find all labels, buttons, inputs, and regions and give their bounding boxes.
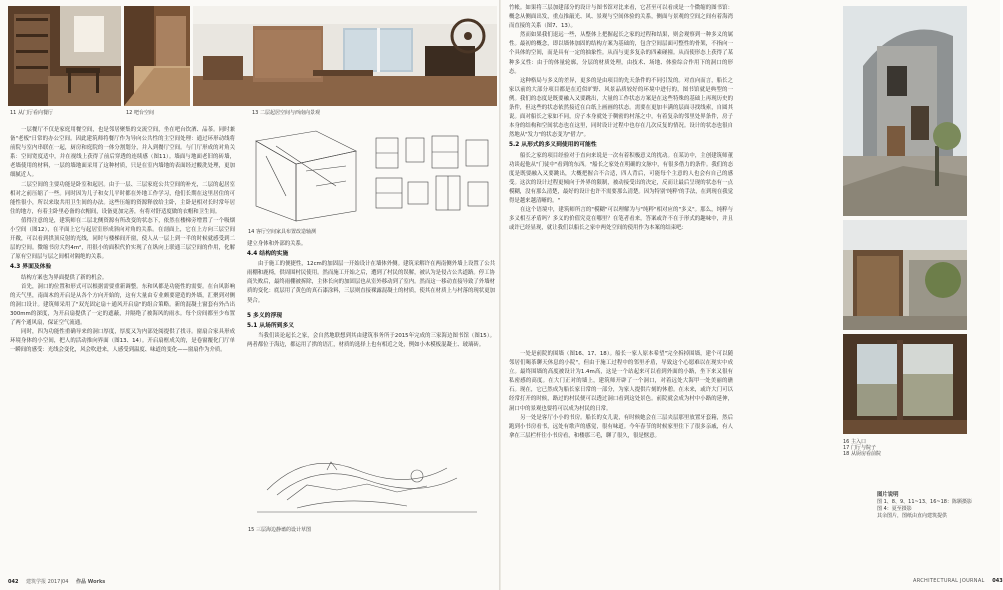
caption-16: 16 主入口 [843,439,866,445]
journal-name: ARCHITECTURAL JOURNAL [913,578,985,584]
photo-dining-room [8,6,121,106]
caption-12: 12 吧台空间 [126,110,154,116]
credits-line: 图 1、8、9、11~13、16~18：陈颢摄影 [877,499,972,505]
journal-name: 建筑学报 2017|04 [26,579,69,585]
caption-17: 17 门厅与院子 [843,445,876,451]
image-credits [877,492,997,520]
left-page [0,0,499,590]
credits-line: 其余图片，图纸由直向建筑提供 [877,513,948,519]
text-column-1 [10,126,235,576]
paragraph: 在这个语境中，建筑师所言的"模糊"可以理解为与"纯粹"相对应的"多义"。那么，纯粹与多义相互矛盾吗？多义的价值究竟在哪里？在笔者看来，答案或许不在于形式的趣味中，并且或许已经显现，就让我们以船长之家中两处空间的使用作为本案的结束吧： [509,207,733,232]
paragraph: 竹帐。如果将三层加建部分的设计与图书馆对比来看，它甚至可以看成是一个微缩的图书馆：概念从侧面出发，重点推敲光、风、景观与空间体验的关系，侧面与景观的空间之间有着海湾而直接的关系（图7、13）。 [509,5,733,30]
paragraph: 一处是前院的围墙（图16、17、18）。船长一家人原本希望"完全拆掉围墙，建个可以随邻居们喝茶聊天休息的小院"，但由于施工过程中的邻里矛盾，导致这个心愿难以在现实中成立。最终围墙的高度被设计为1.4m高，这是一个站起来可以看到外面的小路，坐下来又很有私密感的高度。在大门正对的墙上，建筑师开辟了一个洞口，对着远处大海甲一处美丽的礁石。现在，它已然成为船长家日常的一部分，为家人提供片刻的休憩。在未来，或许大门可以经常打开的时候，路过的村民便可以透过洞口看到这处景色。前院就会成为村中小路的延伸，洞口中的景观也要将可以成为村民的日常。 [509,351,733,412]
photo-entrance-yard [843,220,967,330]
subsection-heading: 5.1 从场所到多义 [247,322,295,329]
caption-18: 18 从厨房看前院 [843,451,881,457]
photo-main-entrance [843,6,967,216]
text-column-3 [509,4,733,334]
design-sketch [247,440,495,520]
paragraph: 当我们谈论起长之家，会自然地联想到其由建筑事务所于2015年完成的三家海边图书馆（图15）。两者都位于海边，都运用了拱的语汇，材质的选择上也有相近之处，例如小木模板混凝土、玻璃砖。 [247,332,495,348]
text-column-2 [247,240,495,435]
paragraph: 结构方案也为界面提供了新的机会。 [21,274,108,281]
paragraph: 然而如果我们退远一些，从整体上把握起长之家的过程和结果，则会观察到一种多义的属性。最初的概念，即以墙体加固的结构方案为基础的，包含空间层面可整性的骨架，不指向一个具体的空间，而是具有一定的抽象性。从而与更多复杂的四素碰撞。从而使形态上获得了某种多义性：由于的体量轮廓，分层的材质处理，由技术、场地、体验综合作用下的洞口的形态。 [509,32,733,75]
caption-13: 13 二层起居空间与西南向景观 [252,110,320,116]
paragraph: 一层餐厅不仅是家庭用餐空间，也是邻居聚集的交流空间，坐在吧台饮酒、品茶。同时兼备"老板"日常的办公空间。因此建筑师将餐厅作为导向公共性的主空间处理：通过环形动线将前院与室内串联在一起，厨房和庭院的一体分割划分，并入到餐厅空间。与门厅形成的对角关系：空间宽度适中，并在视线上获得了前后穿透的连续感（图11）。墙面与地面老旧的砖墙，老墙使用的材料，一层的墙地面采用了这种材质，只是在室内墙地的表面经过酸洗处理，更加细腻近人。 [10,127,235,179]
text-column-4 [509,350,733,525]
paragraph: 船长之家的项目经验对于直向来说是一次有着积极意义的扰动。在某访中，主创建筑师董功谈起他从"门徒中"看到的东西。"船长之家处在明确的文脉中，有很多借力的条件。我们的态度是既要融入又要跳出，大概把握合不合适，四人背后，可能每个主意的人也会有自己的感受。这次的设计过程更倾向于外界的限制，被动接受出的决定，反而让最后呈现的状态有一点模糊，没有那么清楚，最好的设计也许不需要那么清楚。因为特别'纯粹'的手法，在到现在我觉得是越来越清晰的。" [509,152,733,204]
credits-line: 图 4：夏至摄影 [877,506,912,512]
right-page [501,0,1003,590]
paragraph: 由于施工的便捷性，12cm的加固层一开始设计在墙体外侧。建筑采解许在两南侧外墙上设置了公共雨棚和鹿椅，供周围村民使用。然而施工开始之后，遭到了村民的误解，被认为是侵占公共道路。停工协商失败后，最终雨棚被拆除，主体长向的加固层也从室外移动到了室内。然而这一移动直接导致了外墙材质的变化：底层用了黄色的真石漆涂料，三层则直接裸露混凝土的材质，使其在材质上与村落的现状更加契合。 [247,261,495,304]
paragraph: 二层空间的主要功能是卧室和起居。由于一层、三层家庭公共空间的补充，二层的起居室相对之前压缩了一些。同时因为儿子和女儿平时都在外地工作学习，他们长期在这里居住的可能性很小，所以来取共用卫生间的办法。这些压缩的资源释放给主卧，主卧是相对长时常年居住的地方，有着主卧里必备的衣帽间，设备更加完善，有将对舒适度做的衣帽和卫生间。 [10,181,235,215]
caption-14: 14 客厅空间家具布置改造轴测 [248,229,316,235]
section-heading: 5 多义的浮现 [247,312,283,319]
photo-living-room [193,6,497,106]
section-heading: 5.2 从形式的多义到使用的可能性 [509,142,597,149]
paragraph: 建立身体和外部的关系。 [247,241,307,247]
photo-kitchen-view [843,334,967,434]
caption-15: 15 三层海边静谧的设计草图 [248,527,311,533]
footer-right [913,578,1003,584]
page-number: 043 [992,578,1003,584]
paragraph: 首先，洞口的位置和形式可以根据需要重新调整。东和风都是功能性的需要。在台风影响的天气里，南面木的开启是从各个方向开始的，这有大量由专业颇要建造的外墙，汇聚到对侧的洞口设计。建筑师采用了"双光固定扇＋通风开启扇"的组合策略。新的混凝土窗套有外凸出300mm的深度，为开启扇提供了一定的遮蔽，并隔绝了被海风的雨水。每个房间都至少布置了两个通风扇，保证空气流通。 [10,283,235,326]
page-number: 042 [8,579,19,585]
section-name: 作品 Works [76,579,106,585]
paragraph: 另一处是客厅小小的书房。船长的女儿说，有时候她会在三层夹层那里放置牙套箱，然后跑到小书房看书，远处有歌声的感觉，很有味道。今年春节的时候家里住下了很多亲戚，有人拿在三层栏杆往小书房看，和楼那三毛，聊了很久，很是惬意。 [509,414,733,439]
caption-11: 11 从门厅看向餐厅 [10,110,53,116]
axonometric-sketch [246,126,496,226]
credits-title: 图片说明 [877,492,899,498]
section-heading: 4.3 界面及体验 [10,264,52,271]
paragraph: 值得注意的是，建筑师在二层北侧资源有所改变的状态下，依然在楼梯旁增置了一个吸烟小空间（图12），在平面上它与起居室形成斜向对角的关系。在剖面上，它在上方向三层空间开敞，可以看到拱顶反射的光线，同时与楼梯间开窗，使人从一层上到一半的时候就感受到二层的空间。微缩书房大约4m²，用很小的面积代价实现了在纵向上联通三层空间的作用，化解了原有空间层与层之间相对隔绝的关系。 [10,217,235,261]
paragraph: 这种格局与多义的差异，更多的是由项目的先天条件的不同引发的。对直向而言，船长之家以前的大部分项目都是在近似旷野、风景品质较好的环境中进行的，图书馆就是典型的一例。我们的态度是既要融入又要跳出，大量的工作状态方案是在这些特殊的基础上再现历史的条件，但这些的状态依然接近在白纸上画画的状态。需要在更加丰满的层面寻找线索，自圆其说。面对船长之家如不同，房子本身就处于稠密的村落之中，有着复杂的邻里处界条件，房子本身的结构和空间状态也在这里，同时设计过程中也存在几次反复的情况。设计的状态也很自然地从"发力"的状态变为"借力"。 [509,77,733,139]
photo-bar-space [124,6,190,106]
section-heading: 4.4 结构的实施 [247,251,289,258]
paragraph: 同时，四为功能性重确导来的洞口厚度，厚度又为内部处阅提供了找寻。窗扇合家具形成环境身体的小空间，把人的活动推向界面（图13、14）。开启扇框成关的，是卷窗覆化门厅单一瞬间的感受：光线会变化，风会吹进来，人感受到温度、味道的变化——窗扇作为介质。 [10,329,235,354]
footer-left [8,578,105,585]
